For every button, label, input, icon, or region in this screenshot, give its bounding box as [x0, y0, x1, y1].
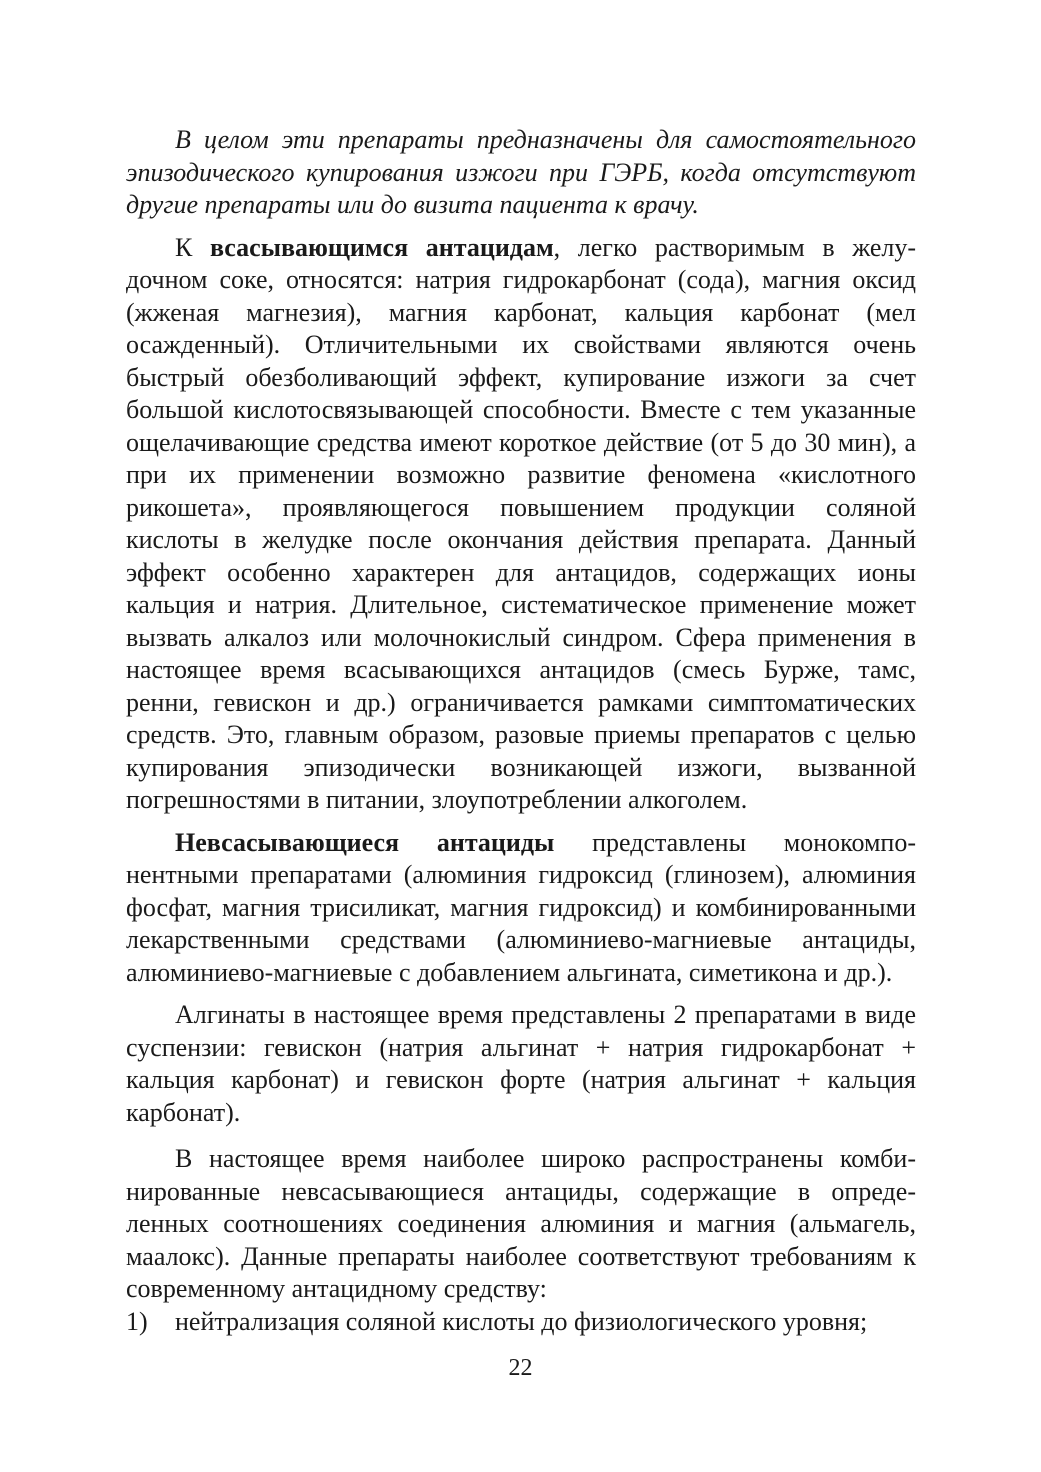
paragraph-body: представлены монокомпонентными препаратами (алюминия гидроксид (глинозем), алюминия фосфат, магния трисиликат, магния гидроксид) и комбинированными лекарственными средствами (алюминиево-магниевые антациды, алюминиево-магниевые с добавлением альгината, симетикона и др.). — [126, 827, 917, 987]
page-number: 22 — [508, 1355, 533, 1381]
document-page — [126, 124, 916, 1338]
absorbable-antacids-paragraph — [126, 232, 916, 817]
nonabsorbable-antacids-paragraph — [126, 827, 916, 990]
list-item-number: 1) — [126, 1306, 148, 1336]
paragraph-lead: К — [175, 232, 210, 262]
intro-paragraph: В целом эти препараты предназначены для самостоятельного эпизодического купирования изжоги при ГЭРБ, когда отсутствуют другие препараты или до визита пациента к врачу. — [126, 125, 916, 219]
list-item-text: нейтрализация соляной кислоты до физиологического уровня; — [175, 1306, 868, 1336]
term-nonabsorbable-antacids: Невсасывающиеся антациды — [175, 827, 555, 857]
combined-antacids-paragraph: В настоящее время наиболее широко распространены комбинированные невсасывающиеся антациды, содержащие в определенных соотношениях соединения алюминия и магния (альмагель, маалокс). Данные препараты наиболее соответствуют требованиям к современному антацидному средству: — [126, 1144, 916, 1303]
paragraph-body: , легко растворимым в желудочном соке, относятся: натрия гидрокарбонат (сода), магния оксид (жженая магнезия), магния карбонат, кальция карбонат (мел осажденный). Отличительными их свойствами являются очень быстрый обезболивающий эффект, купирование изжоги за счет большой кислотосвязывающей способности. Вместе с тем указанные ощелачивающие средства имеют короткое действие (от 5 до 30 мин), а при их применении возможно развитие феномена «кислотного рикошета», проявляющегося повышением продукции соляной кислоты в желудке после окончания действия препарата. Данный эффект особенно характерен для антацидов, содержащих ионы кальция и натрия. Длительное, систематическое применение может вызвать алкалоз или молочнокислый синдром. Сфера применения в настоящее время всасывающихся антацидов (смесь Бурже, тамс, ренни, гевискон и др.) ограничивается рамками симптоматических средств. Это, главным образом, разовые приемы препаратов с целью купирования эпизодически возникающей изжоги, вызванной погрешностями в питании, злоупотреблении алкоголем. — [126, 232, 917, 814]
alginates-paragraph: Алгинаты в настоящее время представлены 2 препаратами в виде суспензии: гевискон (натрия альгинат + натрия гидрокарбонат + кальция карбонат) и гевискон форте (натрия альгинат + кальция карбонат). — [126, 1000, 916, 1127]
term-absorbable-antacids: всасывающимся антацидам — [209, 232, 554, 262]
list-item — [126, 1306, 916, 1339]
